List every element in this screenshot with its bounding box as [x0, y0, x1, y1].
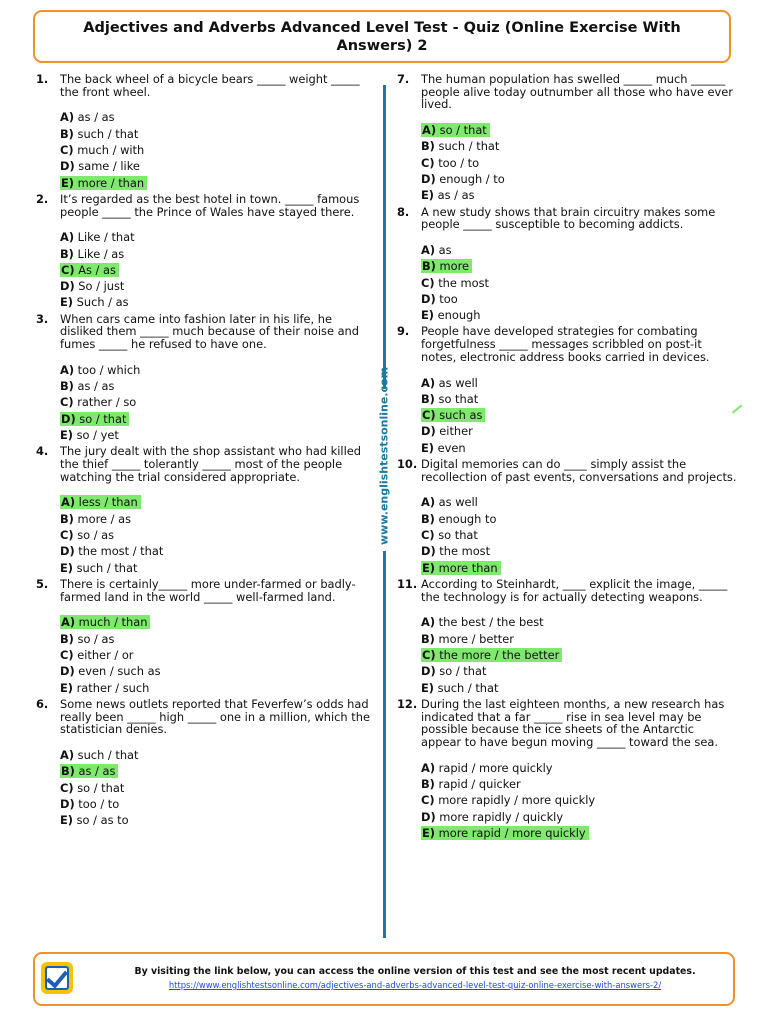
option-letter: C) — [422, 647, 436, 662]
option-letter: B) — [60, 246, 74, 261]
option-letter: E) — [421, 680, 434, 695]
option-text: rapid / quicker — [438, 776, 521, 791]
option-letter: E) — [60, 428, 73, 443]
answer-option — [60, 649, 372, 662]
option-letter: D) — [60, 279, 75, 294]
option-letter: A) — [60, 230, 75, 245]
footer-link[interactable]: https://www.englishtestsonline.com/adjectives-and-adverbs-advanced-level-test-quiz-online-exercise-with-answers-2/ — [168, 980, 662, 990]
option-text: even — [437, 440, 466, 455]
option-text: such / that — [437, 680, 499, 695]
answer-option — [421, 293, 737, 306]
answer-option — [60, 749, 372, 762]
question-item — [397, 325, 737, 454]
question-item — [397, 73, 737, 202]
option-text: as / as — [437, 188, 475, 203]
option-text: rapid / more quickly — [438, 760, 553, 775]
answer-option — [60, 562, 372, 575]
question-number: 10. — [397, 457, 418, 472]
option-letter: B) — [421, 511, 435, 526]
option-letter: D) — [60, 159, 75, 174]
option-letter: D) — [421, 664, 436, 679]
option-text: even / such as — [78, 664, 161, 679]
option-text: the most — [438, 275, 489, 290]
question-number: 6. — [36, 696, 49, 711]
option-letter: E) — [422, 825, 435, 840]
option-text: same / like — [78, 159, 140, 174]
answer-option — [60, 280, 372, 293]
option-text: enough — [437, 308, 481, 323]
answer-option-correct — [421, 260, 737, 273]
question-text: Some news outlets reported that Feverfew’s odds had really been _____ high _____ one in a million, which the statistician denies. — [60, 696, 370, 737]
question-number: 12. — [397, 696, 418, 711]
answer-option — [60, 296, 372, 309]
answer-option-correct — [421, 124, 737, 137]
question-text: According to Steinhardt, ____ explicit the image, _____ the technology is for actually detecting weapons. — [421, 576, 728, 604]
answer-option — [60, 529, 372, 542]
option-letter: A) — [61, 495, 76, 510]
checkbox-logo-icon — [41, 962, 73, 994]
answer-option — [421, 811, 737, 824]
option-text: more / as — [77, 511, 132, 526]
question-item — [397, 698, 737, 840]
option-text: Like / that — [77, 230, 135, 245]
option-letter: A) — [421, 615, 436, 630]
answer-option — [421, 442, 737, 455]
option-letter: A) — [421, 760, 436, 775]
question-number: 3. — [36, 311, 49, 326]
option-letter: B) — [421, 391, 435, 406]
option-text: the more / the better — [439, 647, 560, 662]
option-letter: A) — [421, 375, 436, 390]
option-letter: E) — [421, 440, 434, 455]
option-text: too — [439, 291, 458, 306]
option-letter: D) — [421, 809, 436, 824]
option-text: much / with — [77, 143, 145, 157]
question-number: 11. — [397, 576, 418, 591]
answer-option — [421, 529, 737, 542]
option-letter: A) — [421, 243, 436, 257]
option-text: too / which — [77, 362, 141, 377]
answer-option — [60, 682, 372, 695]
answer-option — [60, 248, 372, 261]
option-text: more — [439, 259, 470, 274]
question-item — [36, 698, 372, 827]
question-text: A new study shows that brain circuitry makes some people _____ susceptible to becoming addicts. — [421, 204, 716, 232]
option-text: much / than — [78, 615, 148, 630]
question-text: It’s regarded as the best hotel in town. _____ famous people _____ the Prince of Wales have stayed there. — [60, 191, 360, 219]
answer-option — [60, 814, 372, 827]
answer-option — [421, 762, 737, 775]
answer-option-correct — [60, 413, 372, 426]
answer-option — [421, 173, 737, 186]
answer-option — [60, 513, 372, 526]
question-number: 2. — [36, 191, 49, 206]
option-text: such / that — [77, 747, 139, 762]
option-letter: C) — [421, 528, 435, 543]
question-item — [36, 313, 372, 442]
question-item — [397, 458, 737, 574]
option-text: more / better — [438, 631, 514, 646]
option-text: such / that — [76, 560, 138, 575]
option-text: as well — [438, 495, 478, 510]
option-letter: C) — [422, 408, 436, 423]
answer-option-correct — [421, 827, 737, 840]
answer-option — [421, 140, 737, 153]
answer-option — [60, 160, 372, 173]
answer-option — [60, 429, 372, 442]
answer-option — [60, 782, 372, 795]
option-text: the most — [439, 544, 491, 559]
option-letter: B) — [60, 631, 74, 646]
option-text: so that — [438, 528, 478, 543]
option-text: the most / that — [78, 544, 164, 559]
answer-option-correct — [60, 765, 372, 778]
answer-option — [421, 309, 737, 322]
question-item — [36, 445, 372, 574]
answer-option — [421, 189, 737, 202]
option-letter: C) — [60, 528, 74, 543]
answer-option — [421, 513, 737, 526]
option-letter: D) — [61, 411, 76, 426]
option-text: such as — [439, 408, 483, 423]
option-text: more rapid / more quickly — [438, 825, 586, 840]
question-text: There is certainly_____ more under-farmed or badly-farmed land in the world _____ well-farmed land. — [60, 576, 356, 604]
option-text: such / that — [77, 126, 139, 141]
option-letter: E) — [421, 188, 434, 203]
option-letter: C) — [421, 275, 435, 290]
option-letter: D) — [421, 544, 436, 559]
question-item — [36, 193, 372, 309]
question-number: 1. — [36, 72, 49, 86]
question-number: 5. — [36, 576, 49, 591]
option-text: enough / to — [439, 172, 505, 186]
option-text: as — [438, 243, 452, 257]
option-text: As / as — [78, 262, 116, 277]
option-text: as / as — [77, 379, 115, 394]
answer-option — [421, 778, 737, 791]
answer-option — [421, 393, 737, 406]
option-letter: E) — [422, 560, 435, 575]
option-letter: E) — [421, 308, 434, 323]
option-letter: C) — [61, 262, 75, 277]
question-item — [36, 578, 372, 694]
option-letter: C) — [421, 793, 435, 808]
answer-option — [421, 794, 737, 807]
option-text: more / than — [77, 175, 145, 190]
questions-left-column — [36, 73, 372, 830]
option-letter: C) — [421, 155, 435, 170]
option-letter: E) — [60, 813, 73, 828]
option-text: so / as to — [76, 813, 129, 828]
watermark: www.englishtestsonline.com — [374, 389, 395, 551]
option-text: so / that — [439, 123, 487, 138]
answer-option — [421, 425, 737, 438]
option-text: as / as — [77, 110, 115, 125]
option-text: rather / so — [77, 395, 137, 410]
option-letter: D) — [421, 291, 436, 306]
answer-option — [60, 665, 372, 678]
answer-option — [60, 128, 372, 141]
option-text: the best / the best — [438, 615, 544, 630]
option-letter: E) — [60, 680, 73, 695]
option-letter: B) — [421, 776, 435, 791]
question-text: When cars came into fashion later in his life, he disliked them _____ much because of their noise and fumes _____ he refused to have one. — [60, 311, 360, 352]
footer-text: By visiting the link below, you can access the online version of this test and see the most recent updates. — [134, 966, 696, 977]
question-number: 4. — [36, 444, 49, 459]
answer-option — [421, 682, 737, 695]
option-letter: B) — [421, 631, 435, 646]
option-text: so that — [438, 391, 479, 406]
option-text: more rapidly / more quickly — [438, 793, 596, 808]
answer-option-correct — [60, 496, 372, 509]
answer-option — [60, 545, 372, 558]
option-letter: A) — [60, 747, 75, 762]
option-text: more than — [438, 560, 498, 575]
answer-option — [60, 396, 372, 409]
answer-option — [421, 244, 737, 257]
option-text: so / that — [439, 664, 487, 679]
answer-option — [60, 144, 372, 157]
option-letter: B) — [60, 511, 74, 526]
question-text: During the last eighteen months, a new research has indicated that a far _____ rise in sea level may be possible because the ice sheets of the Antarctic appear to have begun moving _____ toward the sea. — [421, 696, 725, 749]
option-letter: A) — [60, 110, 75, 125]
answer-option-correct — [60, 177, 372, 190]
question-text: People have developed strategies for combating forgetfulness _____ messages scribbled on post-it notes, electronic address books carried in devices. — [421, 324, 710, 364]
answer-option-correct — [60, 264, 372, 277]
question-number: 7. — [397, 72, 410, 86]
option-letter: C) — [60, 780, 74, 795]
option-text: either / or — [77, 647, 134, 662]
option-letter: A) — [421, 495, 436, 510]
option-letter: B) — [61, 764, 75, 779]
answer-option — [421, 665, 737, 678]
answer-option — [421, 377, 737, 390]
answer-option — [60, 231, 372, 244]
option-text: so / as — [77, 528, 115, 543]
footer-box — [33, 952, 735, 1006]
option-letter: A) — [60, 362, 75, 377]
answer-option — [421, 545, 737, 558]
option-letter: D) — [60, 664, 75, 679]
question-item — [397, 578, 737, 694]
option-letter: A) — [422, 123, 437, 138]
questions-right-column — [397, 73, 737, 843]
option-letter: D) — [421, 172, 436, 186]
question-text: The back wheel of a bicycle bears _____ weight _____ the front wheel. — [60, 72, 360, 99]
answer-option-correct — [421, 562, 737, 575]
option-text: enough to — [438, 511, 497, 526]
option-text: So / just — [78, 279, 125, 294]
title-box — [33, 10, 731, 63]
option-letter: C) — [60, 143, 74, 157]
option-letter: C) — [60, 395, 74, 410]
option-text: so / that — [79, 411, 127, 426]
option-text: too / to — [438, 155, 480, 170]
option-letter: B) — [421, 139, 435, 154]
answer-option-correct — [421, 649, 737, 662]
option-text: Like / as — [77, 246, 125, 261]
option-text: such / that — [438, 139, 500, 154]
question-item — [397, 206, 737, 322]
option-text: as well — [438, 375, 478, 390]
option-letter: E) — [61, 175, 74, 190]
question-text: Digital memories can do ____ simply assist the recollection of past events, conversations and projects. — [421, 457, 737, 484]
option-text: too / to — [78, 796, 120, 811]
option-letter: A) — [61, 615, 76, 630]
option-letter: B) — [60, 379, 74, 394]
answer-option — [421, 277, 737, 290]
option-letter: D) — [60, 544, 75, 559]
question-number: 8. — [397, 204, 410, 219]
answer-option — [421, 633, 737, 646]
option-letter: E) — [60, 560, 73, 575]
question-text: The jury dealt with the shop assistant who had killed the thief _____ tolerantly _____ most of the people watching the trial considered appropriate. — [60, 444, 361, 484]
option-text: less / than — [78, 495, 138, 510]
option-letter: B) — [422, 259, 436, 274]
answer-option-correct — [60, 616, 372, 629]
answer-option — [421, 157, 737, 170]
answer-option — [60, 380, 372, 393]
option-text: rather / such — [76, 680, 150, 695]
option-text: as / as — [78, 764, 116, 779]
answer-option — [421, 616, 737, 629]
answer-option — [60, 111, 372, 124]
question-text: The human population has swelled _____ much ______ people alive today outnumber all those who have ever lived. — [421, 72, 733, 112]
option-text: either — [439, 424, 473, 439]
option-letter: C) — [60, 647, 74, 662]
answer-option-correct — [421, 409, 737, 422]
option-text: more rapidly / quickly — [439, 809, 564, 824]
option-letter: E) — [60, 295, 73, 310]
answer-option — [60, 364, 372, 377]
answer-option — [60, 798, 372, 811]
option-letter: B) — [60, 126, 74, 141]
option-text: so / yet — [76, 428, 119, 443]
page-title: Adjectives and Adverbs Advanced Level Test - Quiz (Online Exercise With Answers) 2 — [83, 19, 681, 54]
answer-option — [421, 496, 737, 509]
option-letter: D) — [421, 424, 436, 439]
option-text: Such / as — [76, 295, 129, 310]
answer-option — [60, 633, 372, 646]
question-number: 9. — [397, 324, 410, 339]
option-text: so / that — [77, 780, 125, 795]
option-text: so / as — [77, 631, 115, 646]
option-letter: D) — [60, 796, 75, 811]
question-item — [36, 73, 372, 189]
